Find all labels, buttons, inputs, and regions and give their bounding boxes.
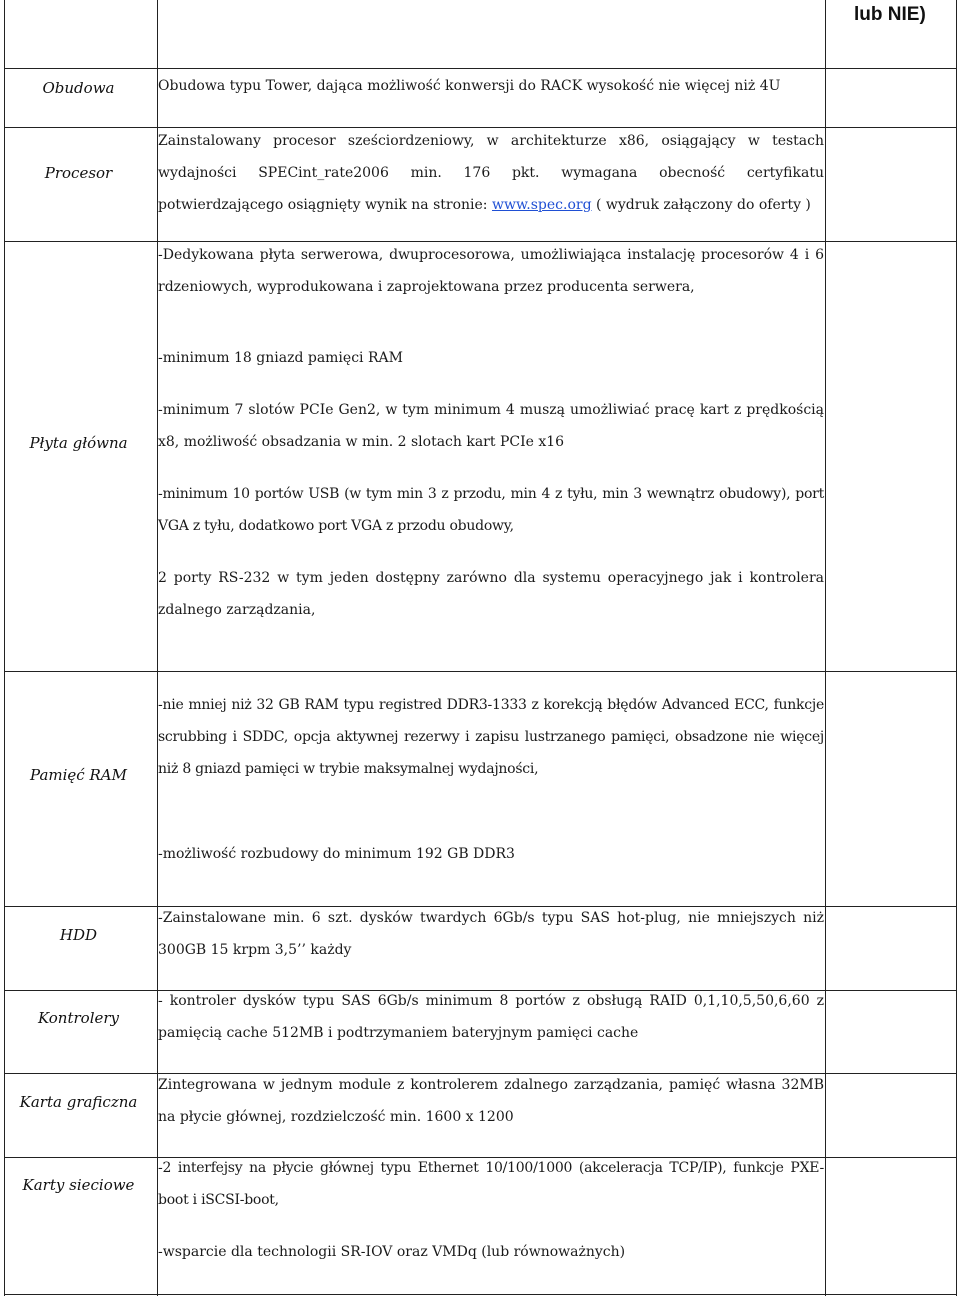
plyta-paragraph-2: -minimum 18 gniazd pamięci RAM: [158, 350, 403, 366]
row-text-karta-graficzna: Zintegrowana w jednym module z kontrolerem zdalnego zarządzania, pamięć własna 32MB na płycie głównej, rozdzielczość min. 1600 x 1200: [158, 1077, 824, 1125]
plyta-paragraph-3: -minimum 7 slotów PCIe Gen2, w tym minimum 4 muszą umożliwiać pracę kart z prędkością x8, możliwość obsadzania w min. 2 slotach kart PCIe x16: [158, 402, 824, 450]
pamiec-paragraph-2: -możliwość rozbudowy do minimum 192 GB DDR3: [158, 846, 515, 862]
procesor-text-end: ( wydruk załączony do oferty ): [591, 197, 811, 213]
row-text-hdd: -Zainstalowane min. 6 szt. dysków twardych 6Gb/s typu SAS hot-plug, nie mniejszych niż 300GB 15 krpm 3,5’’ każdy: [158, 910, 824, 958]
row-label-plyta-glowna: Płyta główna: [29, 434, 128, 452]
row-label-karty-sieciowe: Karty sieciowe: [22, 1176, 135, 1194]
row-text-obudowa: Obudowa typu Tower, dająca możliwość konwersji do RACK wysokość nie więcej niż 4U: [158, 78, 781, 94]
row-label-obudowa: Obudowa: [42, 79, 115, 97]
sieciowe-paragraph-1: -2 interfejsy na płycie głównej typu Ethernet 10/100/1000 (akceleracja TCP/IP), funkcje PXE-boot i iSCSI-boot,: [158, 1160, 824, 1208]
row-label-karta-graficzna: Karta graficzna: [19, 1093, 138, 1111]
row-text-kontrolery: - kontroler dysków typu SAS 6Gb/s minimum 8 portów z obsługą RAID 0,1,10,5,50,6,60 z pamięcią cache 512MB i podtrzymaniem bateryjnym pamięci cache: [158, 993, 824, 1041]
column-divider-right: [825, 0, 826, 1296]
row-label-procesor: Procesor: [44, 164, 113, 182]
row-label-pamiec-ram: Pamięć RAM: [30, 766, 127, 784]
pamiec-paragraph-1: -nie mniej niż 32 GB RAM typu registred DDR3-1333 z korekcją błędów Advanced ECC, funkcje scrubbing i SDDC, opcja aktywnej rezerwy i zapisu lustrzanego pamięci, obsadzone nie więcej niż 8 gniazd pamięci w trybie maksymalnej wydajności,: [158, 697, 824, 777]
spec-org-link[interactable]: www.spec.org: [491, 197, 592, 213]
table-border-right: [956, 0, 957, 1296]
row-label-hdd: HDD: [59, 926, 98, 944]
plyta-paragraph-1: -Dedykowana płyta serwerowa, dwuprocesorowa, umożliwiająca instalację procesorów 4 i 6 rdzeniowych, wyprodukowana i zaprojektowana przez producenta serwera,: [158, 247, 824, 295]
row-text-procesor: [158, 125, 824, 221]
procesor-text-start: Zainstalowany procesor sześciordzeniowy, w architekturze x86, osiągający w testach wydajności SPECint_rate2006 min. 176 pkt. wymagana obecność certyfikatu potwierdzającego osiągnięty wynik na stronie:: [158, 133, 824, 213]
sieciowe-paragraph-2: -wsparcie dla technologii SR-IOV oraz VMDq (lub równoważnych): [158, 1244, 626, 1260]
row-divider: [4, 68, 957, 69]
row-divider: [4, 671, 957, 672]
plyta-paragraph-5: 2 porty RS-232 w tym jeden dostępny zarówno dla systemu operacyjnego jak i kontrolera zdalnego zarządzania,: [158, 570, 824, 618]
plyta-paragraph-4: -minimum 10 portów USB (w tym min 3 z przodu, min 4 z tyłu, min 3 wewnątrz obudowy), port VGA z tyłu, dodatkowo port VGA z przodu obudowy,: [158, 486, 824, 534]
row-label-kontrolery: Kontrolery: [37, 1009, 120, 1027]
column-header-fragment: lub NIE): [854, 4, 926, 25]
table-border-bottom: [4, 1294, 957, 1295]
